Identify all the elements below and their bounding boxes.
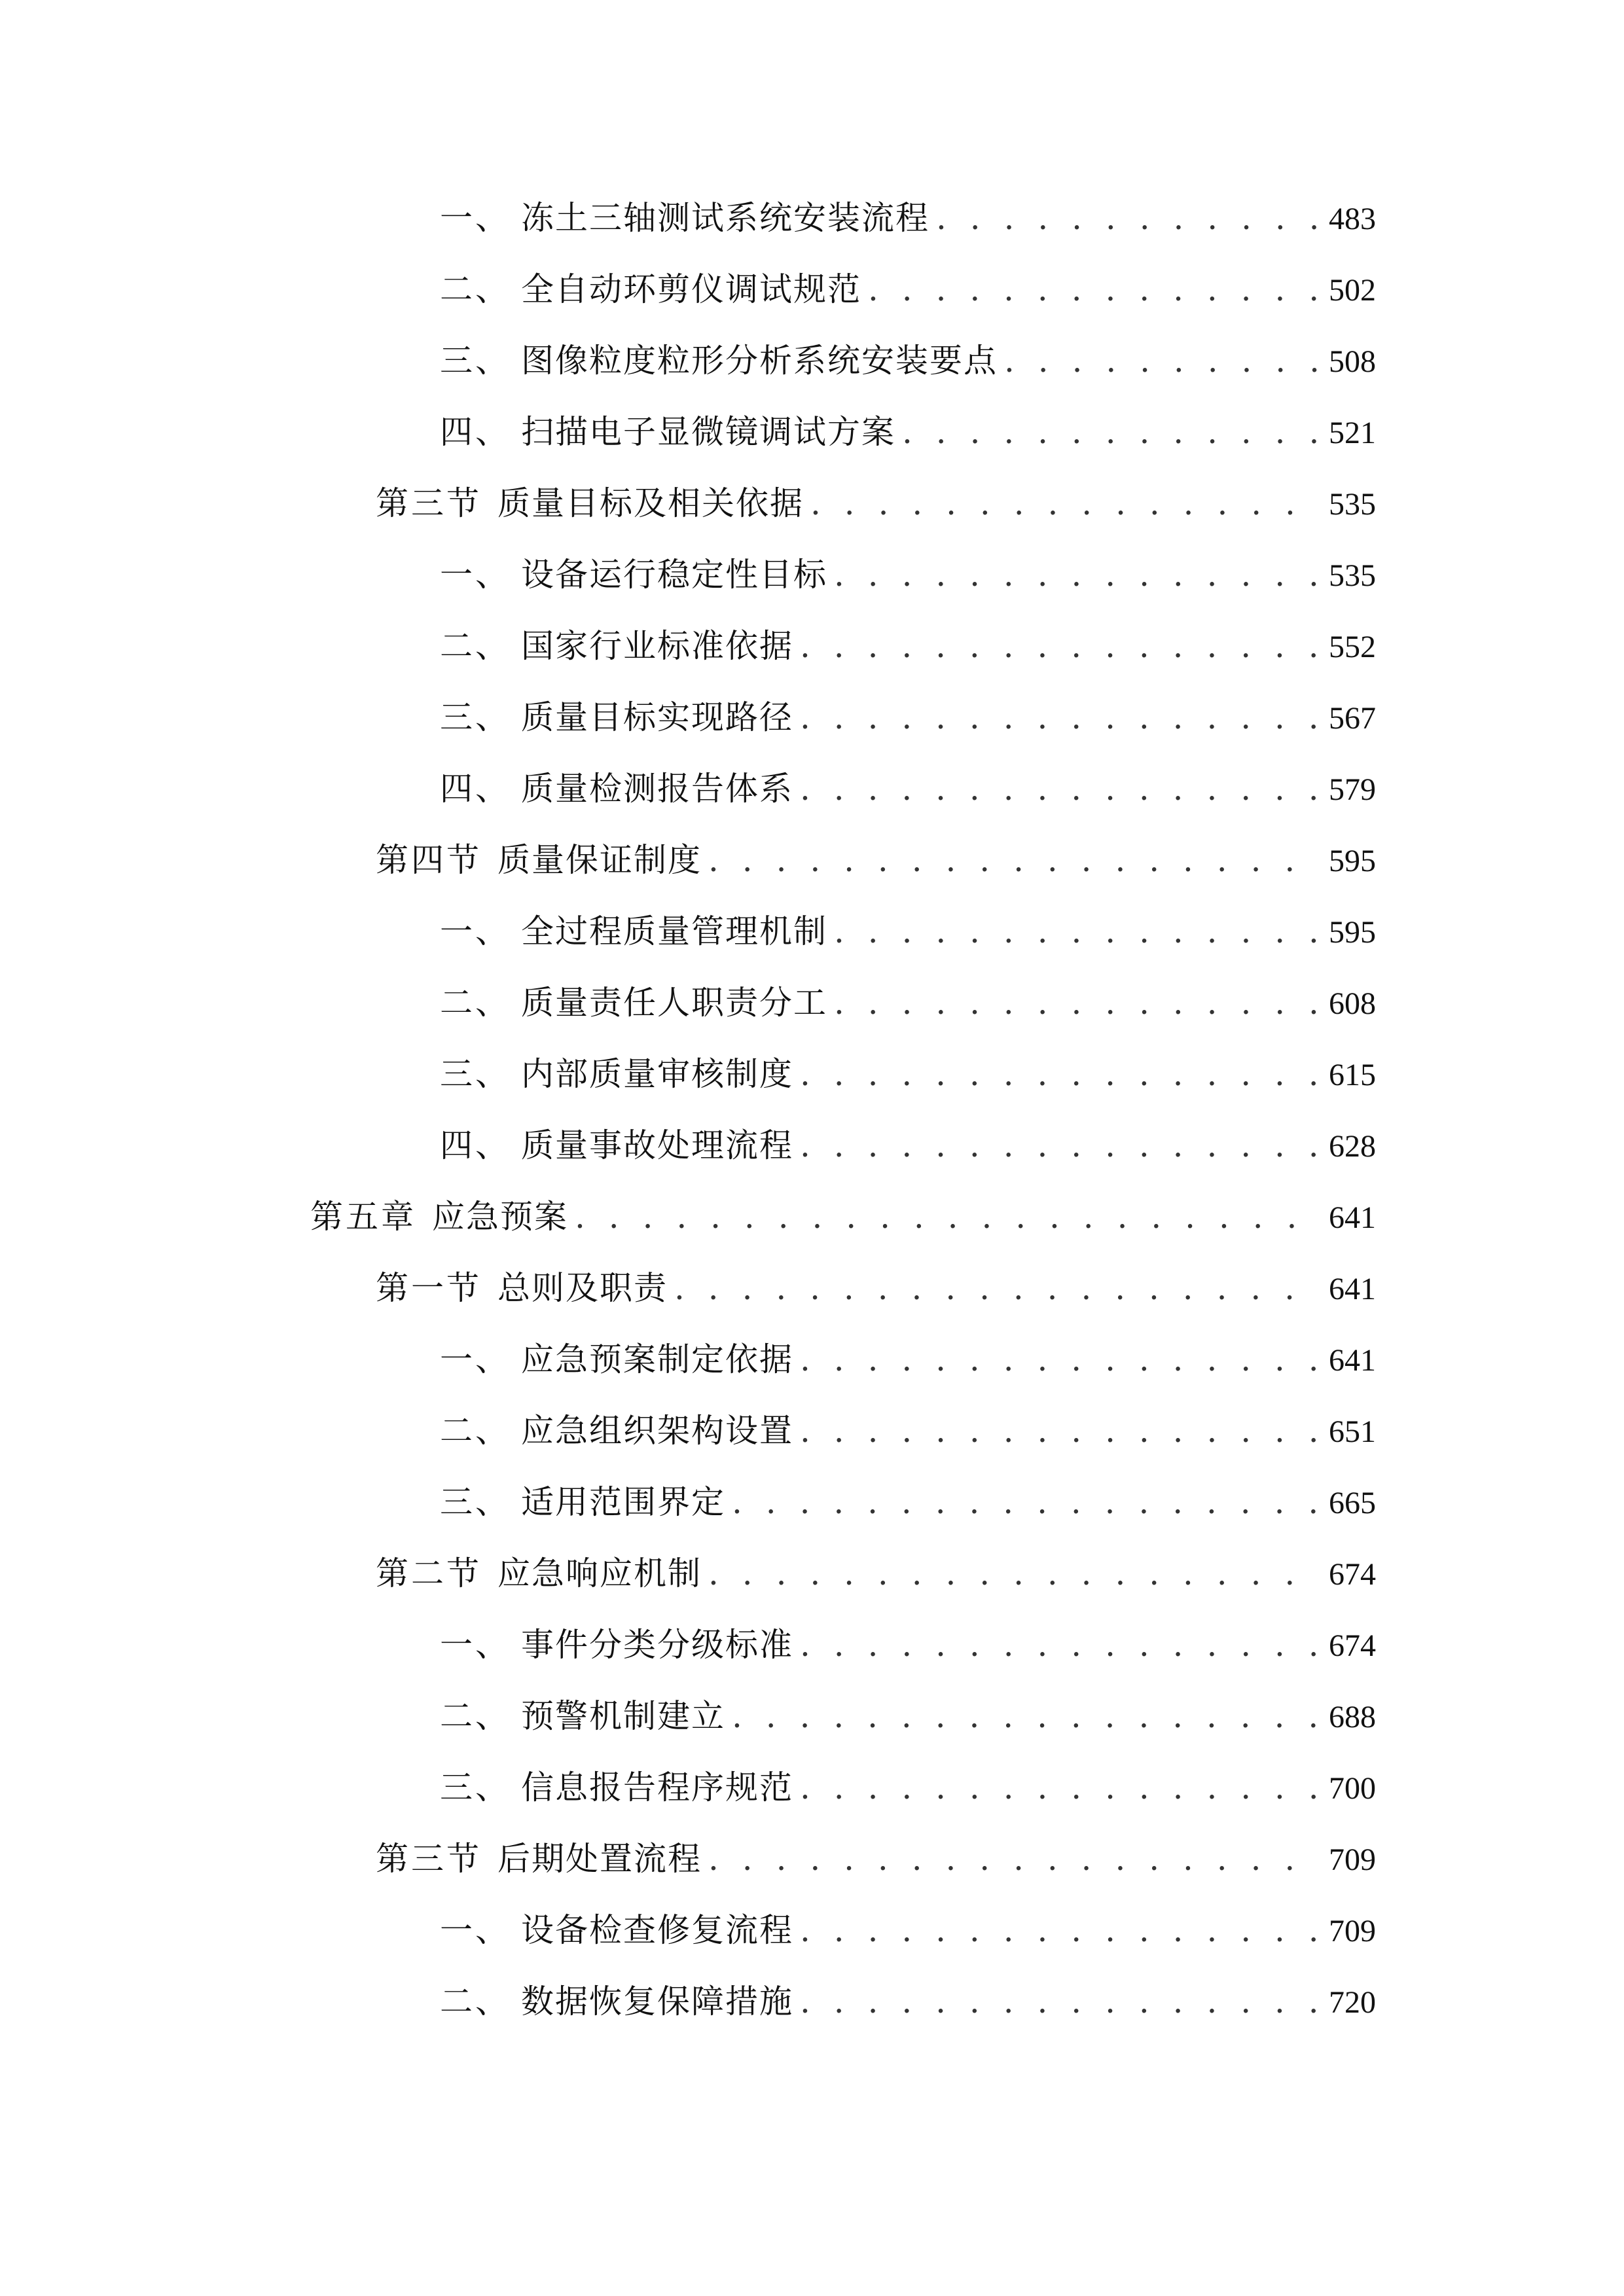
dot-leader — [936, 192, 1317, 244]
entry-number: 一、 — [440, 556, 511, 594]
entry-title: 信息报告程序规范 — [521, 1768, 793, 1806]
toc-entry[interactable] — [440, 905, 1376, 958]
toc-entry[interactable] — [440, 762, 1376, 815]
entry-title: 事件分类分级标准 — [521, 1626, 793, 1664]
entry-page-number: 700 — [1329, 1771, 1376, 1806]
entry-number: 三、 — [440, 342, 511, 380]
entry-page-number: 521 — [1329, 416, 1376, 450]
toc-entry[interactable] — [440, 1048, 1376, 1100]
entry-number: 四、 — [440, 770, 511, 808]
entry-page-number: 709 — [1329, 1914, 1376, 1948]
dot-leader — [800, 1619, 1317, 1671]
toc-entry[interactable] — [440, 263, 1376, 315]
entry-page-number: 674 — [1329, 1628, 1376, 1663]
entry-number: 第五章 — [310, 1198, 416, 1236]
dot-leader — [1004, 334, 1317, 387]
entry-page-number: 483 — [1329, 202, 1376, 236]
toc-entry[interactable] — [440, 977, 1376, 1029]
entry-number: 三、 — [440, 698, 511, 736]
entry-page-number: 651 — [1329, 1414, 1376, 1449]
entry-title: 国家行业标准依据 — [521, 627, 793, 665]
toc-entry[interactable] — [440, 548, 1376, 601]
dot-leader — [800, 1048, 1317, 1100]
toc-entry[interactable] — [376, 834, 1376, 886]
entry-page-number: 628 — [1329, 1129, 1376, 1164]
dot-leader — [800, 1405, 1317, 1457]
entry-title: 设备运行稳定性目标 — [521, 556, 827, 594]
entry-title: 设备检查修复流程 — [521, 1911, 793, 1949]
toc-entry[interactable] — [440, 1119, 1376, 1172]
entry-number: 一、 — [440, 1911, 511, 1949]
entry-title: 应急预案 — [432, 1198, 568, 1236]
entry-number: 一、 — [440, 199, 511, 237]
entry-number: 二、 — [440, 627, 511, 665]
toc-entry[interactable] — [440, 334, 1376, 387]
entry-page-number: 567 — [1329, 701, 1376, 736]
dot-leader — [708, 1547, 1317, 1600]
dot-leader — [575, 1191, 1317, 1243]
entry-number: 一、 — [440, 912, 511, 950]
entry-page-number: 688 — [1329, 1700, 1376, 1734]
dot-leader — [902, 406, 1317, 458]
dot-leader — [674, 1262, 1317, 1314]
entry-number: 二、 — [440, 270, 511, 308]
dot-leader — [732, 1690, 1317, 1742]
entry-title: 全过程质量管理机制 — [521, 912, 827, 950]
entry-page-number: 595 — [1329, 915, 1376, 950]
entry-number: 二、 — [440, 1697, 511, 1735]
toc-entry[interactable] — [440, 192, 1376, 244]
toc-entry[interactable] — [440, 1333, 1376, 1386]
toc-entry[interactable] — [440, 1975, 1376, 2028]
entry-title: 适用范围界定 — [521, 1483, 725, 1521]
entry-page-number: 579 — [1329, 772, 1376, 807]
dot-leader — [800, 1975, 1317, 2028]
dot-leader — [800, 762, 1317, 815]
entry-number: 一、 — [440, 1340, 511, 1378]
toc-entry[interactable] — [440, 691, 1376, 744]
entry-title: 应急预案制定依据 — [521, 1340, 793, 1378]
entry-title: 总则及职责 — [497, 1269, 668, 1307]
entry-number: 第四节 — [376, 841, 482, 879]
entry-number: 三、 — [440, 1055, 511, 1093]
entry-number: 第二节 — [376, 1554, 482, 1592]
entry-page-number: 535 — [1329, 558, 1376, 593]
entry-number: 三、 — [440, 1483, 511, 1521]
toc-entry[interactable] — [376, 1262, 1376, 1314]
entry-title: 数据恢复保障措施 — [521, 1982, 793, 2020]
toc-entry[interactable] — [376, 477, 1376, 529]
dot-leader — [800, 1904, 1317, 1956]
entry-number: 第三节 — [376, 1840, 482, 1878]
entry-number: 第三节 — [376, 484, 482, 522]
toc-entry[interactable] — [440, 620, 1376, 672]
entry-number: 二、 — [440, 1412, 511, 1450]
entry-title: 内部质量审核制度 — [521, 1055, 793, 1093]
entry-number: 四、 — [440, 413, 511, 451]
toc-entry[interactable] — [440, 1904, 1376, 1956]
toc-entry[interactable] — [310, 1191, 1376, 1243]
entry-page-number: 665 — [1329, 1486, 1376, 1520]
entry-title: 扫描电子显微镜调试方案 — [521, 413, 895, 451]
dot-leader — [800, 1333, 1317, 1386]
toc-entry[interactable] — [376, 1833, 1376, 1885]
entry-page-number: 641 — [1329, 1200, 1376, 1235]
dot-leader — [800, 691, 1317, 744]
entry-title: 应急组织架构设置 — [521, 1412, 793, 1450]
entry-number: 第一节 — [376, 1269, 482, 1307]
entry-title: 预警机制建立 — [521, 1697, 725, 1735]
entry-title: 冻土三轴测试系统安装流程 — [521, 199, 929, 237]
dot-leader — [834, 977, 1317, 1029]
entry-title: 质量责任人职责分工 — [521, 984, 827, 1022]
entry-number: 二、 — [440, 984, 511, 1022]
dot-leader — [868, 263, 1317, 315]
toc-entry[interactable] — [440, 1476, 1376, 1528]
entry-page-number: 615 — [1329, 1058, 1376, 1092]
dot-leader — [732, 1476, 1317, 1528]
entry-page-number: 720 — [1329, 1985, 1376, 2020]
dot-leader — [708, 1833, 1317, 1885]
entry-title: 质量事故处理流程 — [521, 1126, 793, 1164]
entry-page-number: 608 — [1329, 986, 1376, 1021]
entry-page-number: 641 — [1329, 1272, 1376, 1306]
toc-entry[interactable] — [440, 1619, 1376, 1671]
entry-page-number: 508 — [1329, 344, 1376, 379]
toc-entry[interactable] — [440, 1761, 1376, 1814]
entry-page-number: 595 — [1329, 844, 1376, 878]
dot-leader — [800, 620, 1317, 672]
entry-page-number: 709 — [1329, 1842, 1376, 1877]
entry-title: 后期处置流程 — [497, 1840, 702, 1878]
toc-entry[interactable] — [376, 1547, 1376, 1600]
entry-title: 质量目标及相关依据 — [497, 484, 804, 522]
toc-entry[interactable] — [440, 406, 1376, 458]
entry-number: 一、 — [440, 1626, 511, 1664]
dot-leader — [800, 1761, 1317, 1814]
dot-leader — [834, 905, 1317, 958]
dot-leader — [708, 834, 1317, 886]
entry-title: 质量检测报告体系 — [521, 770, 793, 808]
entry-title: 全自动环剪仪调试规范 — [521, 270, 861, 308]
entry-page-number: 641 — [1329, 1343, 1376, 1378]
dot-leader — [810, 477, 1317, 529]
entry-page-number: 502 — [1329, 273, 1376, 308]
dot-leader — [834, 548, 1317, 601]
entry-number: 二、 — [440, 1982, 511, 2020]
entry-title: 应急响应机制 — [497, 1554, 702, 1592]
entry-title: 质量目标实现路径 — [521, 698, 793, 736]
toc-entry[interactable] — [440, 1405, 1376, 1457]
entry-title: 图像粒度粒形分析系统安装要点 — [521, 342, 998, 380]
entry-number: 三、 — [440, 1768, 511, 1806]
entry-page-number: 552 — [1329, 630, 1376, 664]
toc-entry[interactable] — [440, 1690, 1376, 1742]
dot-leader — [800, 1119, 1317, 1172]
entry-title: 质量保证制度 — [497, 841, 702, 879]
entry-page-number: 674 — [1329, 1557, 1376, 1592]
entry-number: 四、 — [440, 1126, 511, 1164]
entry-page-number: 535 — [1329, 487, 1376, 522]
